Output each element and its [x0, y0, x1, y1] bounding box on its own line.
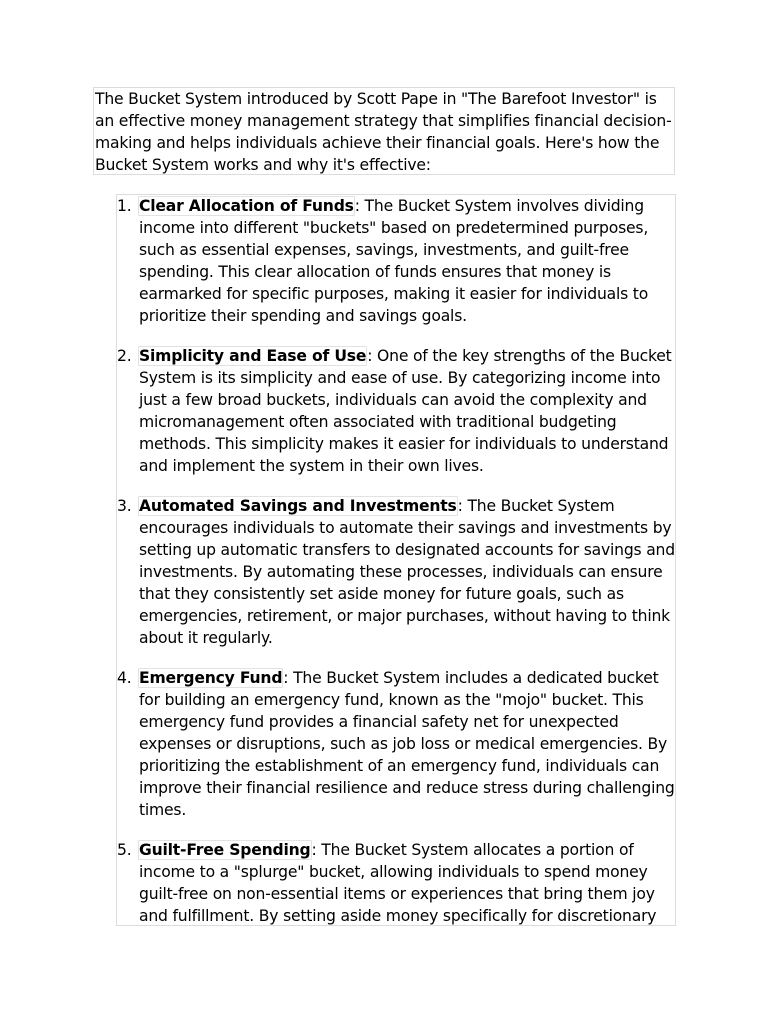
list-item-number: 3.	[117, 497, 132, 515]
list-item-number: 1.	[117, 197, 132, 215]
list-item	[117, 839, 675, 926]
intro-text: The Bucket System introduced by Scott Pape in "The Barefoot Investor" is an effective money management strategy that simplifies financial decision-making and helps individuals achieve their financial goals. Here's how the Bucket System works and why it's effective:	[95, 90, 672, 174]
list-item-number: 2.	[117, 347, 132, 365]
list-item-body: : The Bucket System includes a dedicated bucket for building an emergency fund, known as the "mojo" bucket. This emergency fund provides a financial safety net for unexpected expenses or disruptions, such as job loss or medical emergencies. By prioritizing the establishment of an emergency fund, individuals can improve their financial resilience and reduce stress during challenging times.	[139, 669, 675, 819]
list-item-number: 5.	[117, 841, 132, 859]
list-item-body: : The Bucket System allocates a portion of income to a "splurge" bucket, allowing individuals to spend money guilt-free on non-essential items or experiences that bring them joy and fulfillment. By setting aside money specifically for discretionary	[139, 841, 657, 925]
list-item-body: : The Bucket System involves dividing income into different "buckets" based on predetermined purposes, such as essential expenses, savings, investments, and guilt-free spending. This clear allocation of funds ensures that money is earmarked for specific purposes, making it easier for individuals to prioritize their spending and savings goals.	[139, 197, 649, 325]
list-item	[117, 495, 675, 649]
list-item-title: Clear Allocation of Funds	[139, 197, 354, 215]
list-item-number: 4.	[117, 669, 132, 687]
list-item-title: Simplicity and Ease of Use	[139, 347, 367, 365]
list-item-title: Guilt-Free Spending	[139, 841, 311, 859]
list-item-body: : One of the key strengths of the Bucket System is its simplicity and ease of use. By categorizing income into just a few broad buckets, individuals can avoid the complexity and micromanagement often associated with traditional budgeting methods. This simplicity makes it easier for individuals to understand and implement the system in their own lives.	[139, 347, 672, 475]
list-item	[117, 195, 675, 327]
list-item-title: Automated Savings and Investments	[139, 497, 457, 515]
list-item	[117, 667, 675, 821]
list-item-title: Emergency Fund	[139, 669, 283, 687]
list-item-body: : The Bucket System encourages individuals to automate their savings and investments by setting up automatic transfers to designated accounts for savings and investments. By automating these processes, individuals can ensure that they consistently set aside money for future goals, such as emergencies, retirement, or major purchases, without having to think about it regularly.	[139, 497, 675, 647]
numbered-list	[116, 194, 676, 926]
intro-paragraph	[93, 87, 675, 175]
list-item	[117, 345, 675, 477]
